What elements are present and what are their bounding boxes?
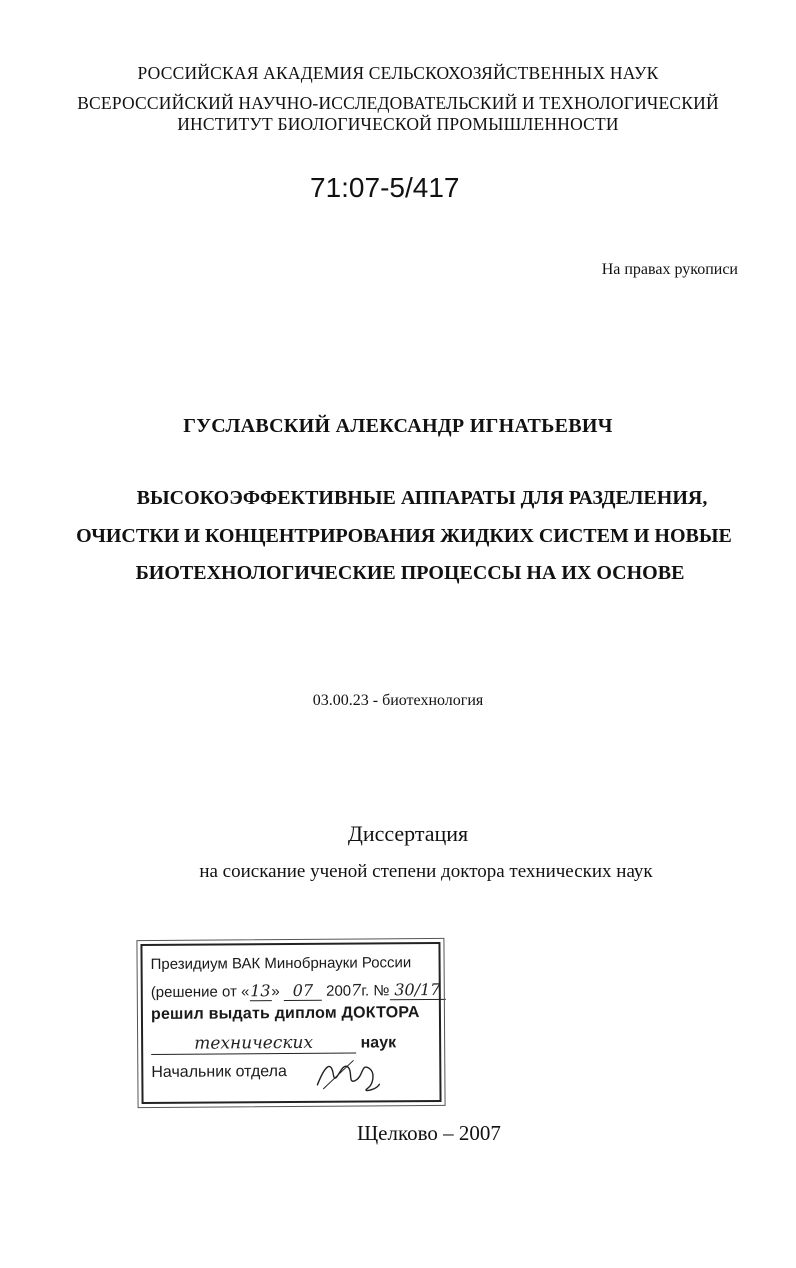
stamp-head-label: Начальник отдела	[151, 1063, 287, 1081]
academy-name: РОССИЙСКАЯ АКАДЕМИЯ СЕЛЬСКОХОЗЯЙСТВЕННЫХ НАУК	[137, 63, 659, 83]
place-and-year: Щелково – 2007	[357, 1121, 501, 1145]
author-name: ГУСЛАВСКИЙ АЛЕКСАНДР ИГНАТЬЕВИЧ	[183, 415, 613, 437]
stamp-year-digit-handwritten: 7	[351, 980, 362, 1000]
degree-line: на соискание ученой степени доктора технических наук	[199, 861, 653, 882]
stamp-decision-prefix: (решение от «	[150, 983, 250, 1001]
stamp-day-handwritten: 13	[250, 981, 271, 1001]
stamp-field-line	[151, 1032, 396, 1055]
title-line3: БИОТЕХНОЛОГИЧЕСКИЕ ПРОЦЕССЫ НА ИХ ОСНОВЕ	[135, 562, 685, 584]
stamp-month-handwritten: 07	[284, 981, 322, 1001]
rights-note: На правах рукописи	[601, 261, 738, 278]
catalog-code: 71:07-5/417	[310, 172, 460, 203]
vak-approval-stamp	[140, 942, 441, 1104]
institute-name-line1: ВСЕРОССИЙСКИЙ НАУЧНО-ИССЛЕДОВАТЕЛЬСКИЙ И ТЕХНОЛОГИЧЕСКИЙ	[77, 93, 719, 113]
signature-scribble	[313, 1054, 383, 1094]
document-type: Диссертация	[347, 821, 469, 846]
stamp-decision-line	[151, 980, 446, 1002]
stamp-number-handwritten: 30/17	[389, 980, 445, 1000]
specialty-code: 03.00.23 - биотехнология	[312, 692, 484, 709]
stamp-diploma-line: решил выдать диплом ДОКТОРА	[150, 1004, 420, 1023]
stamp-field-suffix: наук	[360, 1034, 397, 1052]
title-line1: ВЫСОКОЭФФЕКТИВНЫЕ АППАРАТЫ ДЛЯ РАЗДЕЛЕНИЯ,	[136, 487, 708, 509]
stamp-field-handwritten: технических	[151, 1033, 356, 1055]
stamp-number-prefix: г. №	[361, 982, 390, 1000]
stamp-year-prefix: 200	[326, 982, 352, 1000]
institute-name-line2: ИНСТИТУТ БИОЛОГИЧЕСКОЙ ПРОМЫШЛЕННОСТИ	[177, 114, 619, 134]
stamp-sep: »	[271, 983, 280, 1001]
title-line2: ОЧИСТКИ И КОНЦЕНТРИРОВАНИЯ ЖИДКИХ СИСТЕМ И НОВЫЕ	[76, 525, 732, 547]
stamp-presidium-line: Президиум ВАК Минобрнауки России	[150, 954, 412, 973]
